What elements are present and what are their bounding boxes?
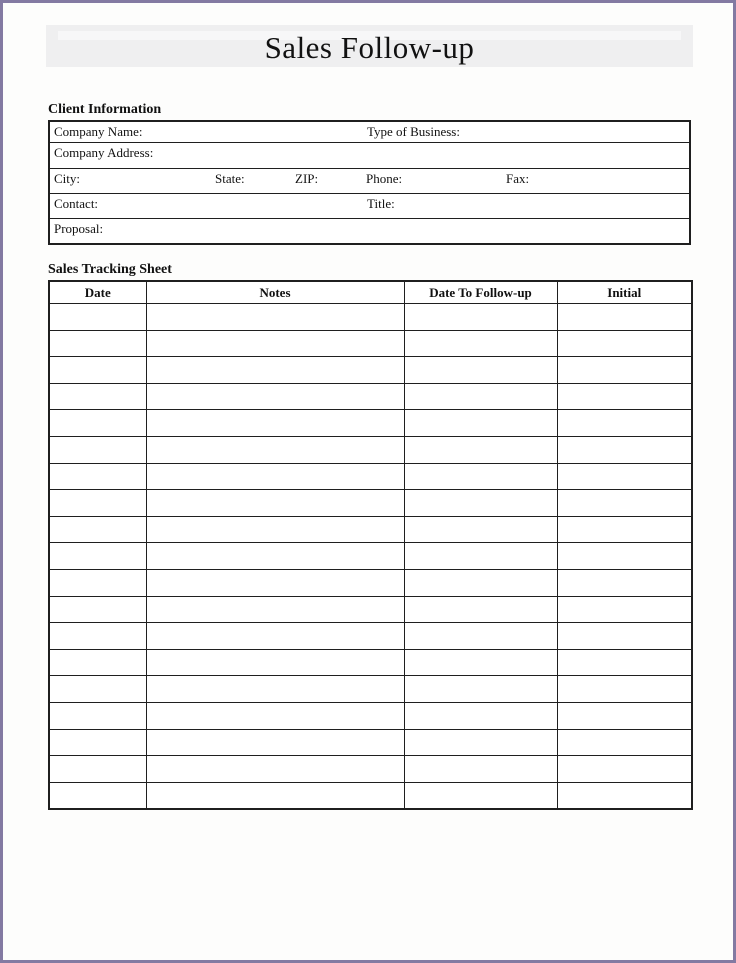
cell-notes [146, 330, 404, 357]
table-row [49, 490, 692, 517]
client-info-heading: Client Information [48, 102, 162, 117]
cell-notes [146, 676, 404, 703]
title-label: Title: [367, 196, 395, 211]
cell-date [49, 436, 146, 463]
cell-followup [404, 383, 557, 410]
cell-notes [146, 490, 404, 517]
cell-date [49, 676, 146, 703]
cell-followup [404, 543, 557, 570]
cell-initial [557, 410, 692, 437]
company-address-label: Company Address: [54, 145, 154, 160]
client-info-row-location [50, 169, 689, 194]
table-row [49, 357, 692, 384]
table-row [49, 516, 692, 543]
cell-date [49, 490, 146, 517]
column-header-followup: Date To Follow-up [404, 281, 557, 304]
table-row [49, 436, 692, 463]
cell-notes [146, 756, 404, 783]
cell-initial [557, 330, 692, 357]
cell-date [49, 516, 146, 543]
cell-notes [146, 702, 404, 729]
cell-date [49, 304, 146, 331]
header-row [49, 281, 692, 304]
city-label: City: [54, 171, 81, 186]
client-info-row-proposal [50, 219, 689, 243]
cell-notes [146, 410, 404, 437]
cell-date [49, 330, 146, 357]
client-info-row-address [50, 143, 689, 169]
cell-followup [404, 649, 557, 676]
tracking-table-header [49, 281, 692, 304]
table-row [49, 702, 692, 729]
cell-followup [404, 782, 557, 809]
contact-label: Contact: [54, 196, 99, 211]
cell-notes [146, 436, 404, 463]
cell-date [49, 463, 146, 490]
cell-followup [404, 676, 557, 703]
cell-notes [146, 357, 404, 384]
client-info-row-company [50, 122, 689, 143]
table-row [49, 330, 692, 357]
table-row [49, 756, 692, 783]
cell-initial [557, 649, 692, 676]
cell-notes [146, 729, 404, 756]
cell-followup [404, 490, 557, 517]
cell-date [49, 702, 146, 729]
table-row [49, 596, 692, 623]
cell-initial [557, 782, 692, 809]
cell-followup [404, 596, 557, 623]
cell-notes [146, 383, 404, 410]
table-row [49, 623, 692, 650]
cell-notes [146, 463, 404, 490]
cell-initial [557, 702, 692, 729]
cell-notes [146, 516, 404, 543]
cell-followup [404, 304, 557, 331]
cell-followup [404, 436, 557, 463]
cell-initial [557, 596, 692, 623]
cell-date [49, 569, 146, 596]
column-header-notes: Notes [146, 281, 404, 304]
cell-followup [404, 702, 557, 729]
cell-notes [146, 596, 404, 623]
type-of-business-label: Type of Business: [367, 124, 460, 139]
cell-date [49, 596, 146, 623]
cell-date [49, 623, 146, 650]
table-row [49, 676, 692, 703]
cell-initial [557, 676, 692, 703]
tracking-table [48, 280, 693, 810]
client-info-row-contact [50, 194, 689, 219]
tracking-table-body [49, 304, 692, 810]
table-row [49, 782, 692, 809]
column-header-initial: Initial [557, 281, 692, 304]
cell-date [49, 383, 146, 410]
cell-notes [146, 543, 404, 570]
cell-initial [557, 623, 692, 650]
cell-initial [557, 383, 692, 410]
cell-initial [557, 436, 692, 463]
column-header-date: Date [49, 281, 146, 304]
zip-label: ZIP: [295, 171, 319, 186]
cell-initial [557, 490, 692, 517]
table-row [49, 569, 692, 596]
cell-date [49, 410, 146, 437]
cell-date [49, 729, 146, 756]
table-row [49, 649, 692, 676]
table-row [49, 304, 692, 331]
cell-notes [146, 623, 404, 650]
cell-initial [557, 516, 692, 543]
cell-initial [557, 543, 692, 570]
cell-initial [557, 357, 692, 384]
table-row [49, 463, 692, 490]
cell-followup [404, 623, 557, 650]
table-row [49, 543, 692, 570]
table-row [49, 383, 692, 410]
cell-initial [557, 756, 692, 783]
company-name-label: Company Name: [54, 124, 143, 139]
cell-date [49, 782, 146, 809]
cell-date [49, 649, 146, 676]
cell-date [49, 357, 146, 384]
proposal-label: Proposal: [54, 221, 104, 236]
cell-initial [557, 304, 692, 331]
cell-date [49, 756, 146, 783]
cell-notes [146, 569, 404, 596]
client-info-box [48, 120, 691, 245]
cell-followup [404, 569, 557, 596]
cell-followup [404, 756, 557, 783]
cell-followup [404, 410, 557, 437]
cell-notes [146, 304, 404, 331]
cell-followup [404, 516, 557, 543]
cell-initial [557, 569, 692, 596]
sales-tracking-heading: Sales Tracking Sheet [48, 262, 172, 277]
cell-notes [146, 649, 404, 676]
table-row [49, 410, 692, 437]
cell-initial [557, 463, 692, 490]
cell-followup [404, 357, 557, 384]
table-row [49, 729, 692, 756]
title-band [46, 25, 693, 67]
cell-followup [404, 729, 557, 756]
cell-date [49, 543, 146, 570]
cell-initial [557, 729, 692, 756]
state-label: State: [215, 171, 245, 186]
phone-label: Phone: [366, 171, 403, 186]
cell-notes [146, 782, 404, 809]
fax-label: Fax: [506, 171, 530, 186]
cell-followup [404, 463, 557, 490]
document-title: Sales Follow-up [264, 30, 475, 65]
cell-followup [404, 330, 557, 357]
